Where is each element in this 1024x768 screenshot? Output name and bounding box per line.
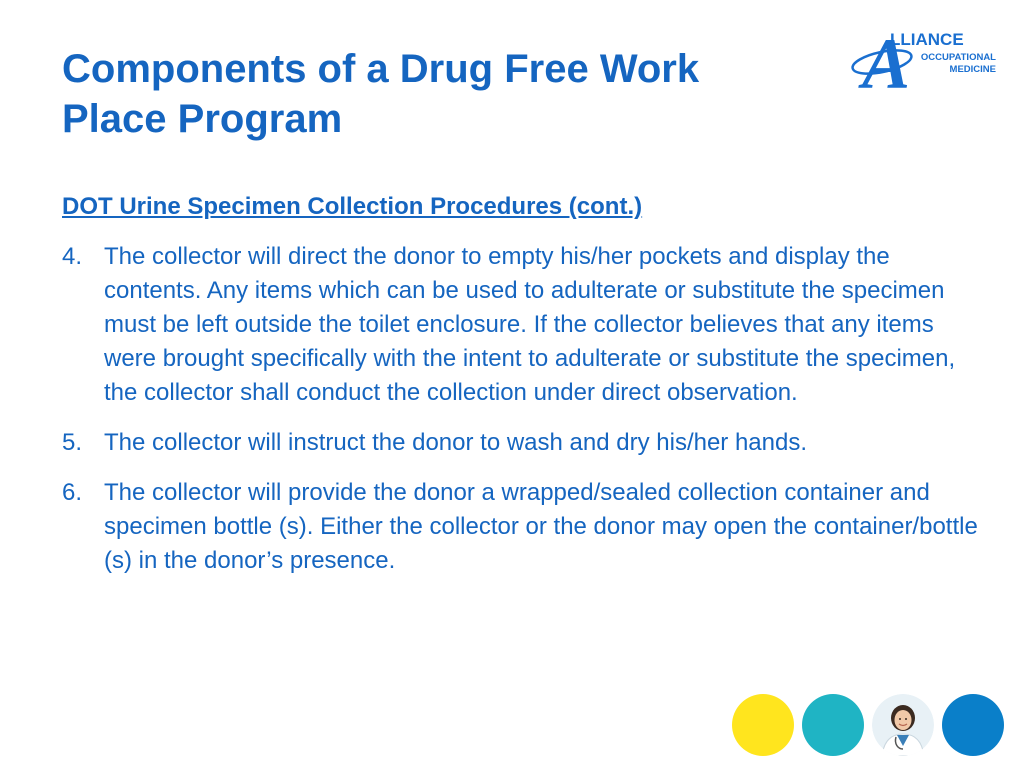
list-item: [62, 476, 982, 578]
subheading: DOT Urine Specimen Collection Procedures (cont.): [62, 193, 643, 220]
logo-line-2: OCCUPATIONAL: [920, 52, 996, 63]
teal-circle: [802, 694, 864, 756]
list-item: [62, 426, 982, 460]
doctor-photo-icon: [872, 694, 934, 756]
decorative-circles: [732, 694, 1012, 760]
list-item-text: The collector will direct the donor to empty his/her pockets and display the contents. Any items which can be used to adulterate or substitute the specimen must be left outside the toilet enclosure. If the collector believes that any items were brought specifically with the intent to adulterate or substitute the specimen, the collector shall conduct the collection under direct observation.: [104, 243, 956, 406]
list-item-text: The collector will instruct the donor to wash and dry his/her hands.: [104, 429, 808, 456]
logo-name: LLIANCE: [890, 30, 964, 49]
list-item-number: 4.: [62, 243, 83, 270]
list-item-number: 5.: [62, 429, 83, 456]
yellow-circle: [732, 694, 794, 756]
logo-letter: A: [862, 24, 911, 96]
list-item-number: 6.: [62, 479, 83, 506]
slide-body: [62, 190, 982, 594]
slide-title-line-2: Place Program: [62, 97, 343, 141]
logo-line-3: MEDICINE: [949, 64, 996, 75]
blue-circle: [942, 694, 1004, 756]
slide-title-line-1: Components of a Drug Free Work: [62, 47, 700, 91]
list-item: [62, 240, 982, 410]
list-item-text: The collector will provide the donor a wrapped/sealed collection container and specimen bottle (s). Either the collector or the donor may open the container/bottle (s) in the donor’s presence.: [104, 479, 978, 574]
slide-title: [62, 44, 822, 144]
alliance-logo: [848, 18, 998, 96]
